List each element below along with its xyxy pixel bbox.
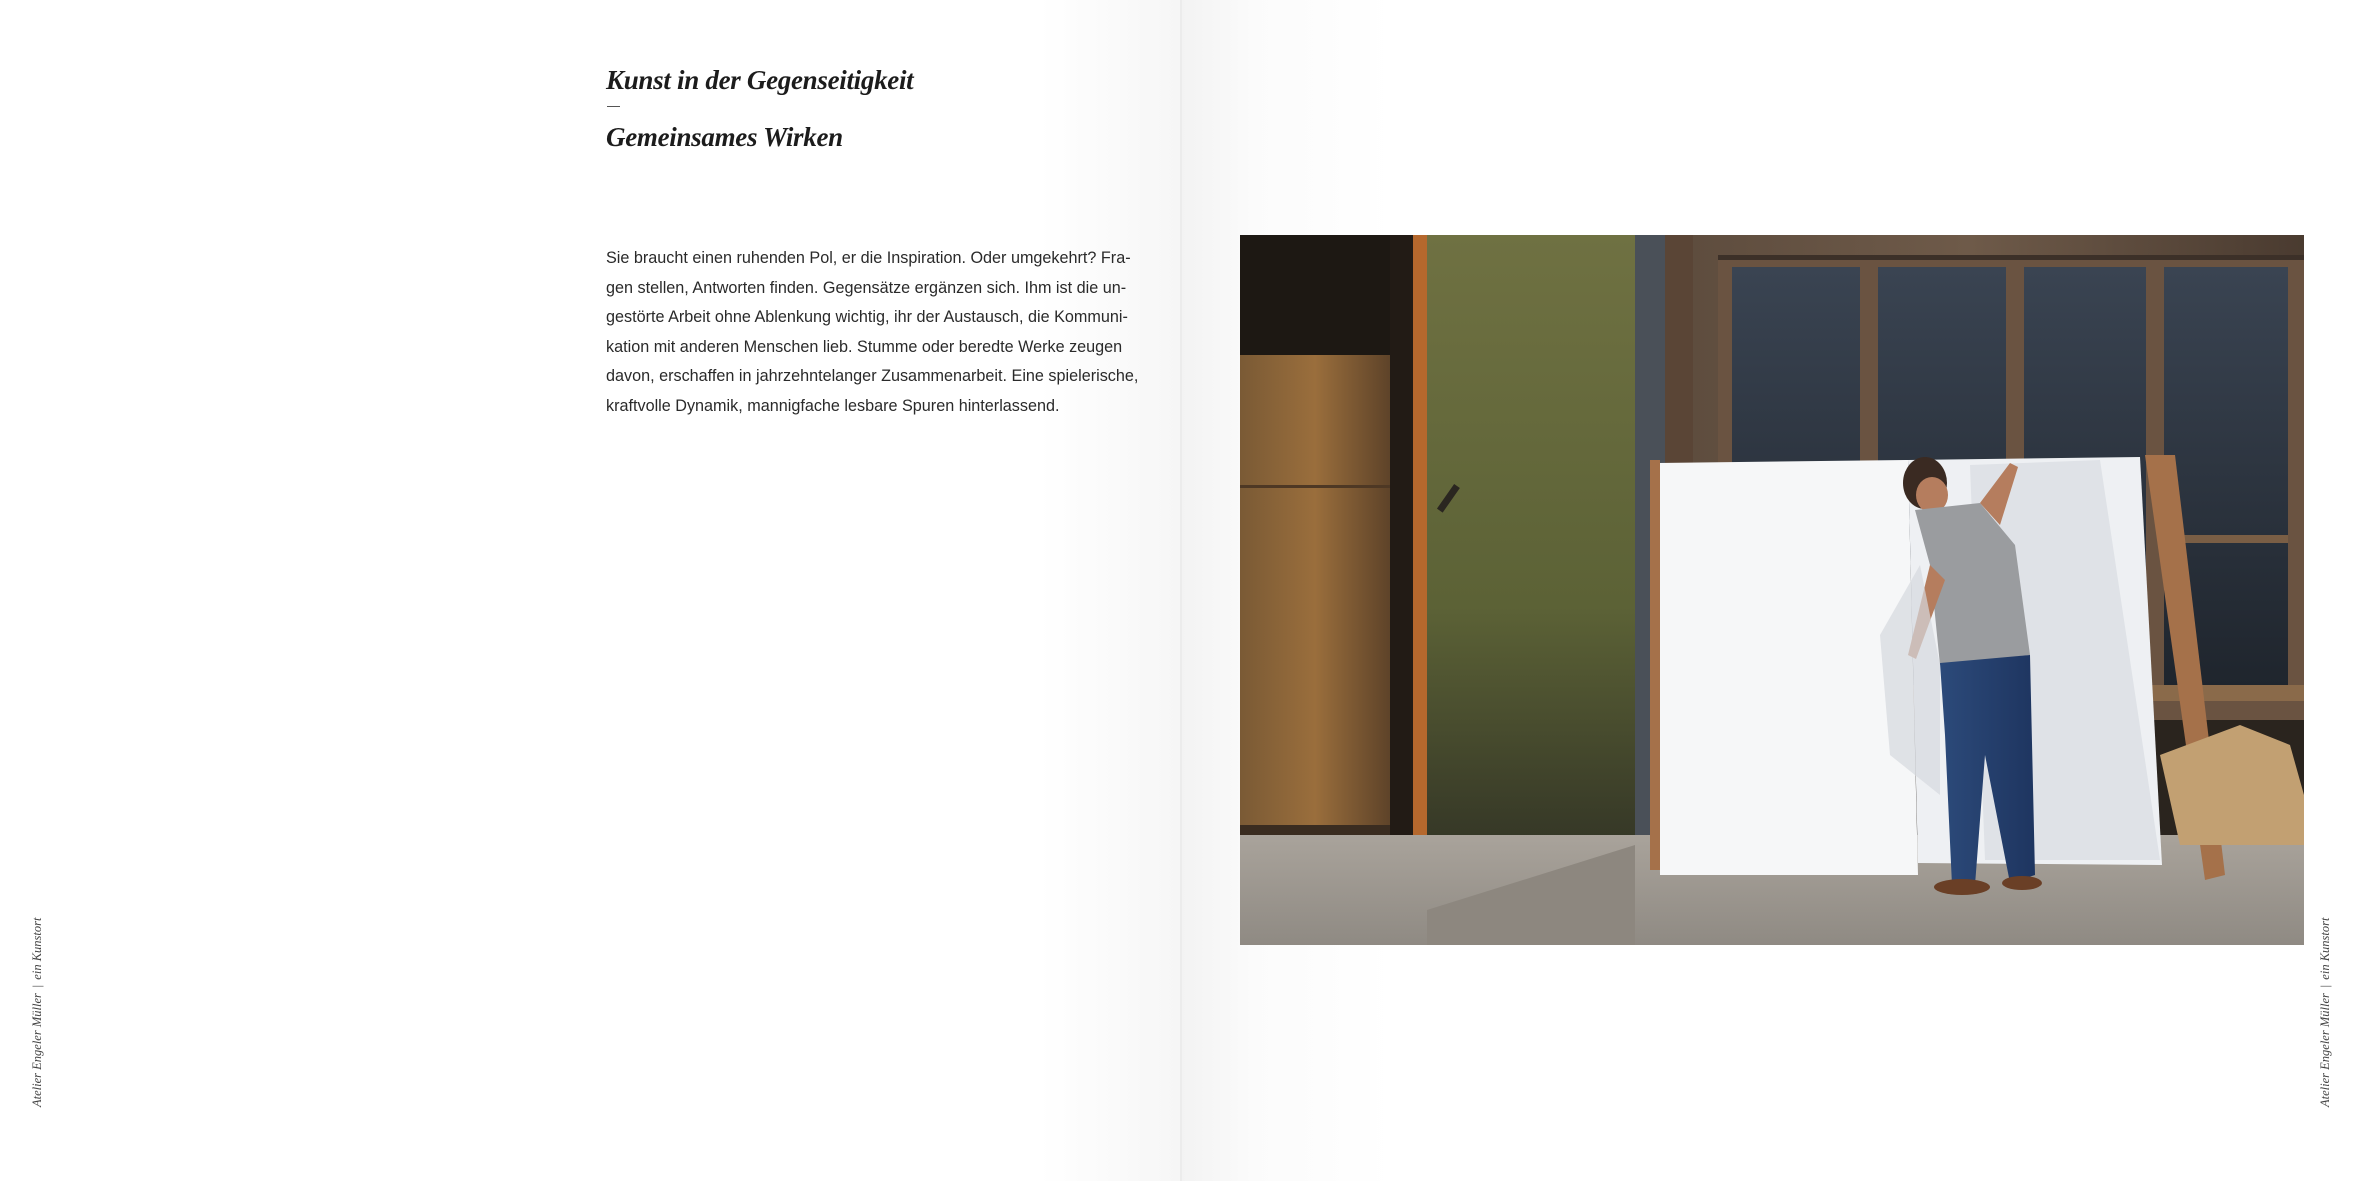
footer-studio: Atelier Engeler Müller [30, 993, 44, 1107]
left-running-footer [30, 918, 45, 1107]
body-line: kation mit anderen Menschen lieb. Stumme oder beredte Werke zeugen [606, 337, 1123, 356]
body-line: davon, erschaffen in jahrzehntelanger Zusammenarbeit. Eine spielerische, [606, 367, 1139, 386]
page-subtitle: Gemeinsames Wirken [606, 122, 843, 152]
man-assembling-white-panels-photo [1240, 235, 2304, 945]
title-block [606, 62, 1126, 155]
page-title: Kunst in der Gegenseitigkeit [606, 65, 914, 95]
photo-illustration [1240, 235, 2304, 945]
footer-separator: | [2318, 984, 2332, 989]
right-running-footer [2318, 918, 2333, 1107]
body-line: gen stellen, Antworten finden. Gegensätze ergänzen sich. Ihm ist die un- [606, 278, 1127, 297]
footer-separator: | [30, 984, 44, 989]
body-line: gestörte Arbeit ohne Ablenkung wichtig, ihr der Austausch, die Kommuni- [606, 308, 1128, 327]
body-line: Sie braucht einen ruhenden Pol, er die Inspiration. Oder umgekehrt? Fra- [606, 249, 1131, 267]
gutter [1180, 0, 1182, 1181]
footer-tagline: ein Kunstort [30, 917, 44, 980]
body-line: kraftvolle Dynamik, mannigfache lesbare Spuren hinterlassend. [606, 396, 1060, 415]
body-paragraph [606, 244, 1139, 422]
footer-studio: Atelier Engeler Müller [2318, 993, 2332, 1107]
footer-tagline: ein Kunstort [2318, 917, 2332, 980]
title-divider [607, 106, 620, 107]
